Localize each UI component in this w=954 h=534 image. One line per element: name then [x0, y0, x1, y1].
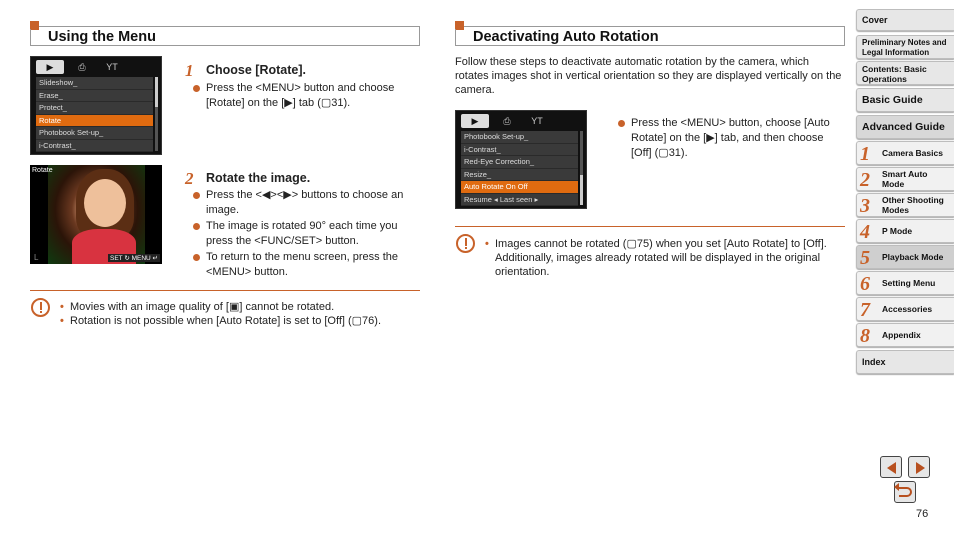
previous-page-button[interactable] — [880, 456, 902, 478]
chapter-title: Smart Auto Mode — [882, 169, 928, 189]
chapter-number: 1 — [860, 143, 870, 165]
nav-label: Advanced Guide — [862, 121, 945, 133]
screen-controls: SET ↻ MENU ↵ — [110, 255, 158, 262]
nav-label: Preliminary Notes and Legal Information — [862, 38, 947, 57]
nav-chapter-1[interactable] — [856, 141, 954, 165]
nav-label: Index — [862, 357, 886, 367]
nav-index[interactable] — [856, 350, 954, 374]
nav-advanced-guide[interactable] — [856, 115, 954, 139]
chapter-number: 7 — [860, 299, 870, 321]
right-bullets — [618, 116, 843, 162]
caution-icon — [456, 234, 475, 253]
nav-chapter-7[interactable] — [856, 297, 954, 321]
nav-chapter-5[interactable] — [856, 245, 954, 269]
rotate-photo-screen — [30, 165, 162, 264]
nav-chapter-8[interactable] — [856, 323, 954, 347]
nav-label: Cover — [862, 15, 888, 25]
nav-chapter-2[interactable] — [856, 167, 954, 191]
nav-contents[interactable] — [856, 61, 954, 85]
step-heading: Rotate the image. — [206, 171, 311, 185]
menu-item: Erase_ — [36, 90, 153, 103]
right-section-title-text: Deactivating Auto Rotation — [473, 29, 659, 45]
print-tab-icon: ⎙ — [503, 116, 511, 126]
menu-item: Photobook Set-up_ — [36, 127, 153, 140]
return-icon — [899, 487, 912, 497]
step-2-bullets — [193, 188, 418, 281]
menu-item-selected: Auto Rotate On Off — [461, 181, 578, 194]
girl-photo — [48, 165, 145, 264]
note-text: • Movies with an image quality of [▣] cannot be rotated. — [60, 300, 420, 314]
bullet-text: Press the <MENU> button and choose [Rotate] on the [▶] tab (▢31). — [193, 81, 418, 111]
chapter-title: Other Shooting Modes — [882, 195, 944, 215]
right-notes — [485, 237, 830, 279]
chapter-title: Appendix — [882, 330, 921, 340]
menu-item: Red-Eye Correction_ — [461, 156, 578, 169]
note-text: • Rotation is not possible when [Auto Rotate] is set to [Off] (▢76). — [60, 314, 420, 328]
menu-item: Photobook Set-up_ — [461, 131, 578, 144]
rotate-menu-screen — [30, 56, 162, 155]
chapter-title: Playback Mode — [882, 252, 944, 262]
nav-chapter-6[interactable] — [856, 271, 954, 295]
auto-rotate-menu-screen — [455, 110, 587, 209]
right-section-title — [455, 26, 845, 46]
print-tab-icon: ⎙ — [78, 62, 86, 72]
playback-tab-icon: ▶ — [36, 60, 64, 74]
arrow-left-icon — [887, 462, 896, 474]
nav-chapter-3[interactable] — [856, 193, 954, 217]
bullet-text: The image is rotated 90° each time you press the <FUNC/SET> button. — [193, 219, 418, 249]
return-button[interactable] — [894, 481, 916, 503]
nav-label: Contents: Basic Operations — [862, 64, 927, 84]
chapter-title: Camera Basics — [882, 148, 943, 158]
setup-tab-icon: YT — [531, 116, 543, 126]
bullet-text: To return to the menu screen, press the <MENU> button. — [193, 250, 418, 280]
menu-item: Protect_ — [36, 102, 153, 115]
chapter-number: 4 — [860, 221, 870, 243]
chapter-title: P Mode — [882, 226, 913, 236]
chapter-title: Accessories — [882, 304, 933, 314]
left-notes — [60, 300, 420, 328]
chapter-number: 6 — [860, 273, 870, 295]
right-intro-text: Follow these steps to deactivate automatic rotation by the camera, which rotates images shot in vertical orientation so they are displayed vertically on the camera. — [455, 56, 842, 96]
step-1-bullets — [193, 81, 418, 112]
step-heading: Choose [Rotate]. — [206, 63, 306, 77]
menu-item: Resume ◂ Last seen ▸ — [461, 194, 578, 207]
arrow-right-icon — [916, 462, 925, 474]
setup-tab-icon: YT — [106, 62, 118, 72]
chapter-title: Setting Menu — [882, 278, 936, 288]
page-number: 76 — [916, 508, 929, 520]
screen-label: Rotate — [32, 167, 53, 174]
menu-item: i-Contrast_ — [36, 140, 153, 153]
next-page-button[interactable] — [908, 456, 930, 478]
note-divider — [30, 290, 420, 291]
nav-cover[interactable] — [856, 9, 954, 31]
chapter-number: 2 — [860, 169, 870, 191]
nav-preliminary-notes[interactable] — [856, 35, 954, 59]
left-section-title-text: Using the Menu — [48, 29, 156, 45]
playback-tab-icon: ▶ — [461, 114, 489, 128]
chapter-number: 3 — [860, 195, 870, 217]
chapter-number: 5 — [860, 247, 870, 269]
note-text: • Images cannot be rotated (▢75) when you set [Auto Rotate] to [Off]. Additionally, images already rotated will be displayed in the original orientation. — [485, 237, 830, 279]
menu-item-selected: Rotate — [36, 115, 153, 128]
menu-item: Slideshow_ — [36, 77, 153, 90]
nav-basic-guide[interactable] — [856, 88, 954, 112]
chapter-number: 8 — [860, 325, 870, 347]
bullet-text: Press the <◀><▶> buttons to choose an image. — [193, 188, 418, 218]
nav-chapter-4[interactable] — [856, 219, 954, 243]
step-number: 2 — [185, 169, 194, 188]
step-number: 1 — [185, 61, 194, 80]
nav-label: Basic Guide — [862, 94, 923, 106]
menu-item: Resize_ — [461, 169, 578, 182]
screen-corner-text: L — [34, 253, 39, 262]
menu-item: i-Contrast_ — [461, 144, 578, 157]
caution-icon — [31, 298, 50, 317]
bullet-text: Press the <MENU> button, choose [Auto Rotate] on the [▶] tab, and then choose [Off] (▢31). — [618, 116, 843, 161]
note-divider — [455, 226, 845, 227]
left-section-title — [30, 26, 420, 46]
